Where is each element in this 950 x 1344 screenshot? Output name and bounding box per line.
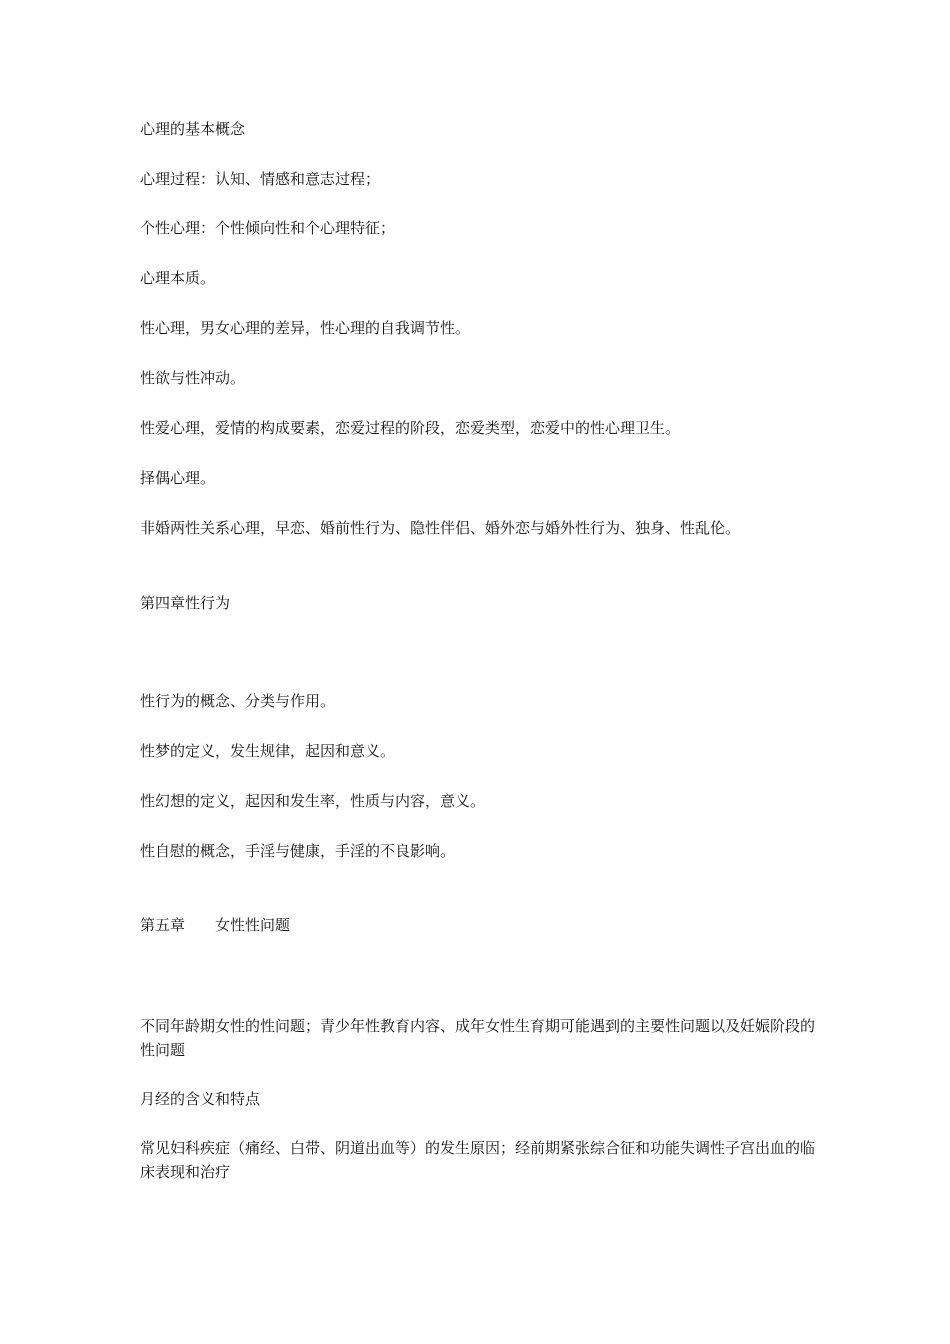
chapter-heading: 第五章 女性性问题 — [140, 916, 291, 934]
paragraph: 性幻想的定义，起因和发生率，性质与内容，意义。 — [140, 792, 486, 810]
paragraph: 性心理，男女心理的差异，性心理的自我调节性。 — [140, 319, 471, 337]
paragraph: 性梦的定义，发生规律，起因和意义。 — [140, 742, 396, 760]
paragraph-heading: 心理的基本概念 — [140, 120, 246, 138]
paragraph: 月经的含义和特点 — [140, 1090, 261, 1108]
paragraph: 个性心理：个性倾向性和个心理特征； — [140, 219, 396, 237]
paragraph: 性行为的概念、分类与作用。 — [140, 692, 336, 710]
paragraph: 性爱心理，爱情的构成要素，恋爱过程的阶段，恋爱类型，恋爱中的性心理卫生。 — [140, 419, 681, 437]
paragraph: 不同年龄期女性的性问题；青少年性教育内容、成年女性生育期可能遇到的主要性问题以及妊娠阶段的性问题 — [140, 1017, 816, 1059]
paragraph: 非婚两性关系心理，早恋、婚前性行为、隐性伴侣、婚外恋与婚外性行为、独身、性乱伦。 — [140, 519, 741, 537]
paragraph: 择偶心理。 — [140, 469, 216, 487]
paragraph: 心理过程：认知、情感和意志过程； — [140, 170, 381, 188]
paragraph: 性自慰的概念，手淫与健康，手淫的不良影响。 — [140, 842, 456, 860]
chapter-heading: 第四章性行为 — [140, 594, 231, 612]
paragraph: 心理本质。 — [140, 269, 216, 287]
paragraph: 常见妇科疾症（痛经、白带、阴道出血等）的发生原因；经前期紧张综合征和功能失调性子宫出血的临床表现和治疗 — [140, 1139, 816, 1181]
paragraph: 性欲与性冲动。 — [140, 369, 246, 387]
